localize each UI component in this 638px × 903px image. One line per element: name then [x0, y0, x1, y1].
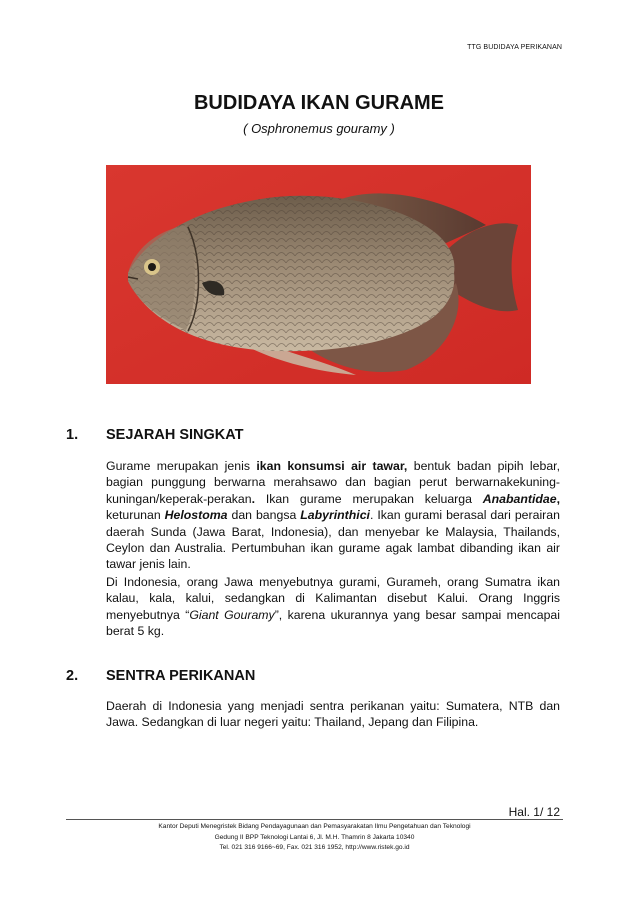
- gourami-fish-photo: [106, 165, 531, 384]
- running-header: TTG BUDIDAYA PERIKANAN: [467, 44, 562, 51]
- section-number: 2.: [66, 668, 79, 684]
- section-paragraph: Daerah di Indonesia yang menjadi sentra perikanan yaitu: Sumatera, NTB dan Jawa. Sedangkan di luar negeri yaitu: Thailand, Jepang dan Filipina.: [106, 699, 560, 730]
- section-paragraph: Gurame merupakan jenis ikan konsumsi air tawar, bentuk badan pipih lebar, bagian punggung berwarna merahsawo dan bagian perut berwarnakekuning-kuningan/keperak-perakan. Ikan gurame merupakan keluarga Anabantidae, keturunan Helostoma dan bangsa Labyrinthici. Ikan gurami berasal dari perairan daerah Sunda (Jawa Barat, Indonesia), dan menyebar ke Malaysia, Thailands, Ceylon dan Australia. Pertumbuhan ikan gurame agak lambat dibanding ikan air tawar jenis lain.: [106, 459, 561, 572]
- footer-line: Tel. 021 316 9166~69, Fax. 021 316 1952, http://www.ristek.go.id: [219, 844, 410, 851]
- section-heading: SENTRA PERIKANAN: [106, 668, 256, 684]
- section-heading: SEJARAH SINGKAT: [106, 427, 244, 443]
- page-title: BUDIDAYA IKAN GURAME: [193, 92, 445, 114]
- page-number: Hal. 1/ 12: [508, 805, 560, 819]
- footer-address: [66, 822, 563, 854]
- footer-line: Gedung II BPP Teknologi Lantai 6, Jl. M.H. Thamrin 8 Jakarta 10340: [214, 833, 415, 841]
- footer-line: Kantor Deputi Menegristek Bidang Pendayagunaan dan Pemasyarakatan Ilmu Pengetahuan dan Teknologi: [158, 823, 471, 830]
- section-paragraph: Di Indonesia, orang Jawa menyebutnya gurami, Gurameh, orang Sumatra ikan kalau, kala, kalui, sedangkan di Kalimantan disebut Kalui. Orang Inggris menyebutnya “Giant Gouramy”, karena ukurannya yang besar sampai mencapai berat 5 kg.: [106, 575, 560, 639]
- footer-divider: [66, 819, 563, 820]
- page-subtitle: ( Osphronemus gouramy ): [243, 121, 395, 136]
- section-number: 1.: [66, 427, 79, 443]
